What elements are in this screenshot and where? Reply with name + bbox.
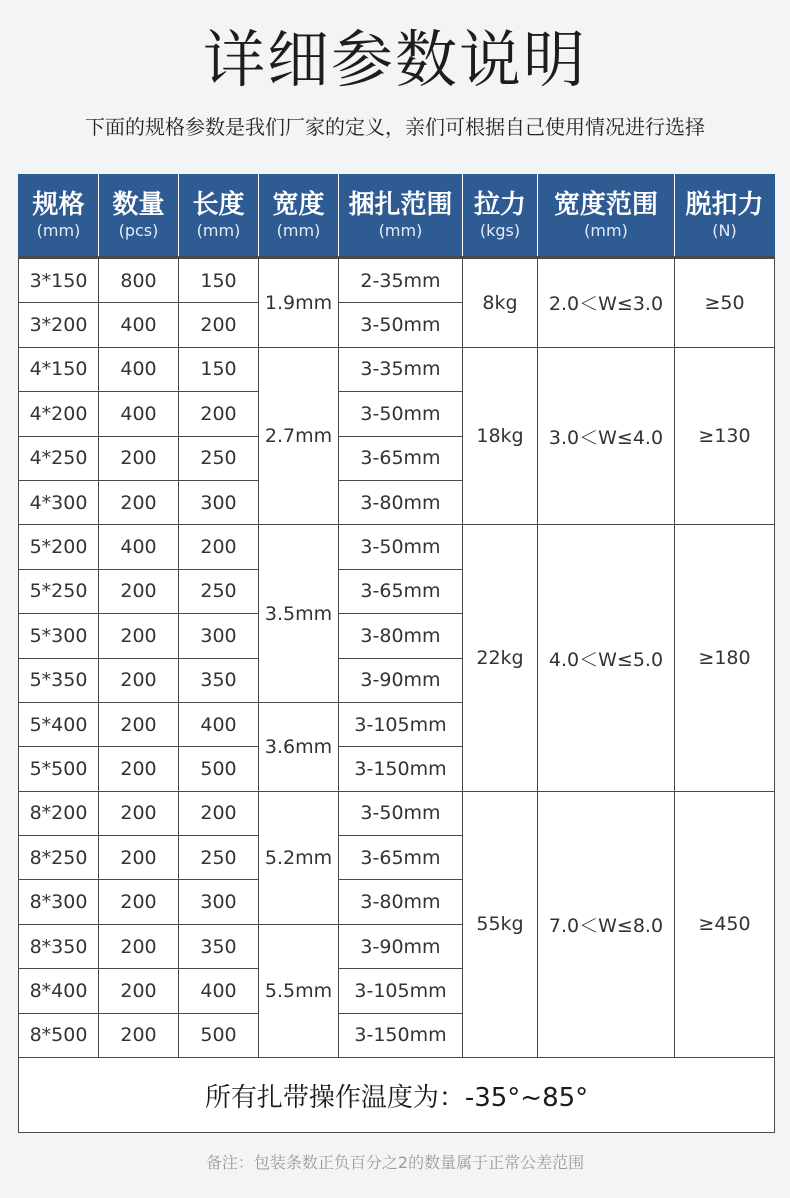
bundle-range-cell: 3-65mm [339, 436, 463, 480]
header-unit: (N) [712, 221, 737, 240]
bundle-range-cell: 3-105mm [339, 702, 463, 746]
header-label: 长度 [192, 190, 245, 220]
bundle-range-cell: 3-150mm [339, 1013, 463, 1057]
spec-cell: 4*250 [19, 436, 99, 480]
quantity-cell: 800 [99, 258, 179, 303]
header-quantity [99, 174, 179, 258]
width-cell: 3.6mm [259, 702, 339, 791]
table-row [19, 258, 775, 303]
release-force-cell: ≥450 [675, 791, 775, 1057]
spec-cell: 8*200 [19, 791, 99, 835]
bundle-range-cell: 3-65mm [339, 836, 463, 880]
bundle-range-cell: 3-80mm [339, 480, 463, 524]
header-label: 捆扎范围 [348, 190, 453, 220]
length-cell: 300 [179, 480, 259, 524]
width-cell: 5.2mm [259, 791, 339, 924]
table-row [19, 791, 775, 835]
page-title: 详细参数说明 [202, 23, 587, 96]
table-header-row [19, 174, 775, 258]
width-range-cell: 7.0＜W≤8.0 [538, 791, 675, 1057]
quantity-cell: 200 [99, 569, 179, 613]
header-width [259, 174, 339, 258]
quantity-cell: 400 [99, 347, 179, 391]
length-cell: 400 [179, 702, 259, 746]
header-spec [19, 174, 99, 258]
page-subtitle: 下面的规格参数是我们厂家的定义，亲们可根据自己使用情况进行选择 [85, 115, 705, 139]
tension-cell: 8kg [463, 258, 538, 348]
bundle-range-cell: 3-90mm [339, 924, 463, 968]
spec-cell: 5*200 [19, 525, 99, 569]
width-cell: 5.5mm [259, 924, 339, 1057]
header-label: 数量 [112, 190, 165, 220]
spec-cell: 8*350 [19, 924, 99, 968]
header-unit: (mm) [196, 221, 241, 240]
length-cell: 500 [179, 747, 259, 791]
quantity-cell: 200 [99, 702, 179, 746]
length-cell: 200 [179, 791, 259, 835]
width-range-cell: 2.0＜W≤3.0 [538, 258, 675, 348]
bundle-range-cell: 3-50mm [339, 392, 463, 436]
header-unit: (pcs) [118, 221, 159, 240]
length-cell: 300 [179, 880, 259, 924]
header-label: 规格 [32, 190, 85, 220]
tension-cell: 18kg [463, 347, 538, 525]
spec-cell: 5*250 [19, 569, 99, 613]
length-cell: 150 [179, 258, 259, 303]
quantity-cell: 200 [99, 436, 179, 480]
spec-cell: 5*350 [19, 658, 99, 702]
spec-cell: 3*150 [19, 258, 99, 303]
quantity-cell: 200 [99, 836, 179, 880]
bundle-range-cell: 3-65mm [339, 569, 463, 613]
length-cell: 300 [179, 614, 259, 658]
header-unit: (kgs) [479, 221, 521, 240]
release-force-cell: ≥180 [675, 525, 775, 791]
spec-cell: 5*300 [19, 614, 99, 658]
release-force-cell: ≥50 [675, 258, 775, 348]
length-cell: 350 [179, 924, 259, 968]
header-width-range [538, 174, 675, 258]
bundle-range-cell: 3-35mm [339, 347, 463, 391]
spec-cell: 8*400 [19, 969, 99, 1013]
tension-cell: 55kg [463, 791, 538, 1057]
bundle-range-cell: 3-105mm [339, 969, 463, 1013]
width-cell: 2.7mm [259, 347, 339, 525]
spec-cell: 8*250 [19, 836, 99, 880]
header-label: 宽度范围 [553, 190, 658, 220]
width-cell: 1.9mm [259, 258, 339, 348]
length-cell: 150 [179, 347, 259, 391]
quantity-cell: 200 [99, 658, 179, 702]
temperature-row [19, 1058, 775, 1133]
spec-cell: 4*300 [19, 480, 99, 524]
quantity-cell: 200 [99, 880, 179, 924]
header-label: 拉力 [473, 190, 526, 220]
length-cell: 400 [179, 969, 259, 1013]
bundle-range-cell: 3-50mm [339, 791, 463, 835]
length-cell: 350 [179, 658, 259, 702]
header-unit: (mm) [378, 221, 423, 240]
length-cell: 200 [179, 525, 259, 569]
temperature-note: 所有扎带操作温度为：-35°~85° [19, 1058, 775, 1133]
bundle-range-cell: 3-50mm [339, 525, 463, 569]
quantity-cell: 200 [99, 924, 179, 968]
release-force-cell: ≥130 [675, 347, 775, 525]
bundle-range-cell: 3-80mm [339, 880, 463, 924]
header-label: 宽度 [272, 190, 325, 220]
bundle-range-cell: 2-35mm [339, 258, 463, 303]
length-cell: 250 [179, 436, 259, 480]
width-range-cell: 3.0＜W≤4.0 [538, 347, 675, 525]
quantity-cell: 200 [99, 791, 179, 835]
bundle-range-cell: 3-80mm [339, 614, 463, 658]
header-label: 脱扣力 [685, 190, 764, 220]
header-unit: (mm) [36, 221, 81, 240]
bundle-range-cell: 3-50mm [339, 303, 463, 347]
quantity-cell: 200 [99, 480, 179, 524]
header-release-force [675, 174, 775, 258]
spec-cell: 5*400 [19, 702, 99, 746]
bundle-range-cell: 3-90mm [339, 658, 463, 702]
bundle-range-cell: 3-150mm [339, 747, 463, 791]
spec-cell: 8*500 [19, 1013, 99, 1057]
quantity-cell: 400 [99, 525, 179, 569]
length-cell: 200 [179, 392, 259, 436]
quantity-cell: 200 [99, 614, 179, 658]
spec-table [18, 174, 775, 1133]
quantity-cell: 200 [99, 969, 179, 1013]
spec-cell: 4*200 [19, 392, 99, 436]
table-row [19, 347, 775, 391]
footer-note: 备注：包装条数正负百分之2的数量属于正常公差范围 [205, 1153, 585, 1172]
quantity-cell: 400 [99, 303, 179, 347]
header-tension [463, 174, 538, 258]
length-cell: 200 [179, 303, 259, 347]
quantity-cell: 400 [99, 392, 179, 436]
length-cell: 250 [179, 569, 259, 613]
spec-cell: 8*300 [19, 880, 99, 924]
width-range-cell: 4.0＜W≤5.0 [538, 525, 675, 791]
spec-cell: 3*200 [19, 303, 99, 347]
width-cell: 3.5mm [259, 525, 339, 703]
header-unit: (mm) [276, 221, 321, 240]
length-cell: 500 [179, 1013, 259, 1057]
spec-cell: 5*500 [19, 747, 99, 791]
quantity-cell: 200 [99, 1013, 179, 1057]
spec-cell: 4*150 [19, 347, 99, 391]
quantity-cell: 200 [99, 747, 179, 791]
header-unit: (mm) [584, 221, 628, 240]
length-cell: 250 [179, 836, 259, 880]
header-length [179, 174, 259, 258]
tension-cell: 22kg [463, 525, 538, 791]
header-bundle-range [339, 174, 463, 258]
table-row [19, 525, 775, 569]
